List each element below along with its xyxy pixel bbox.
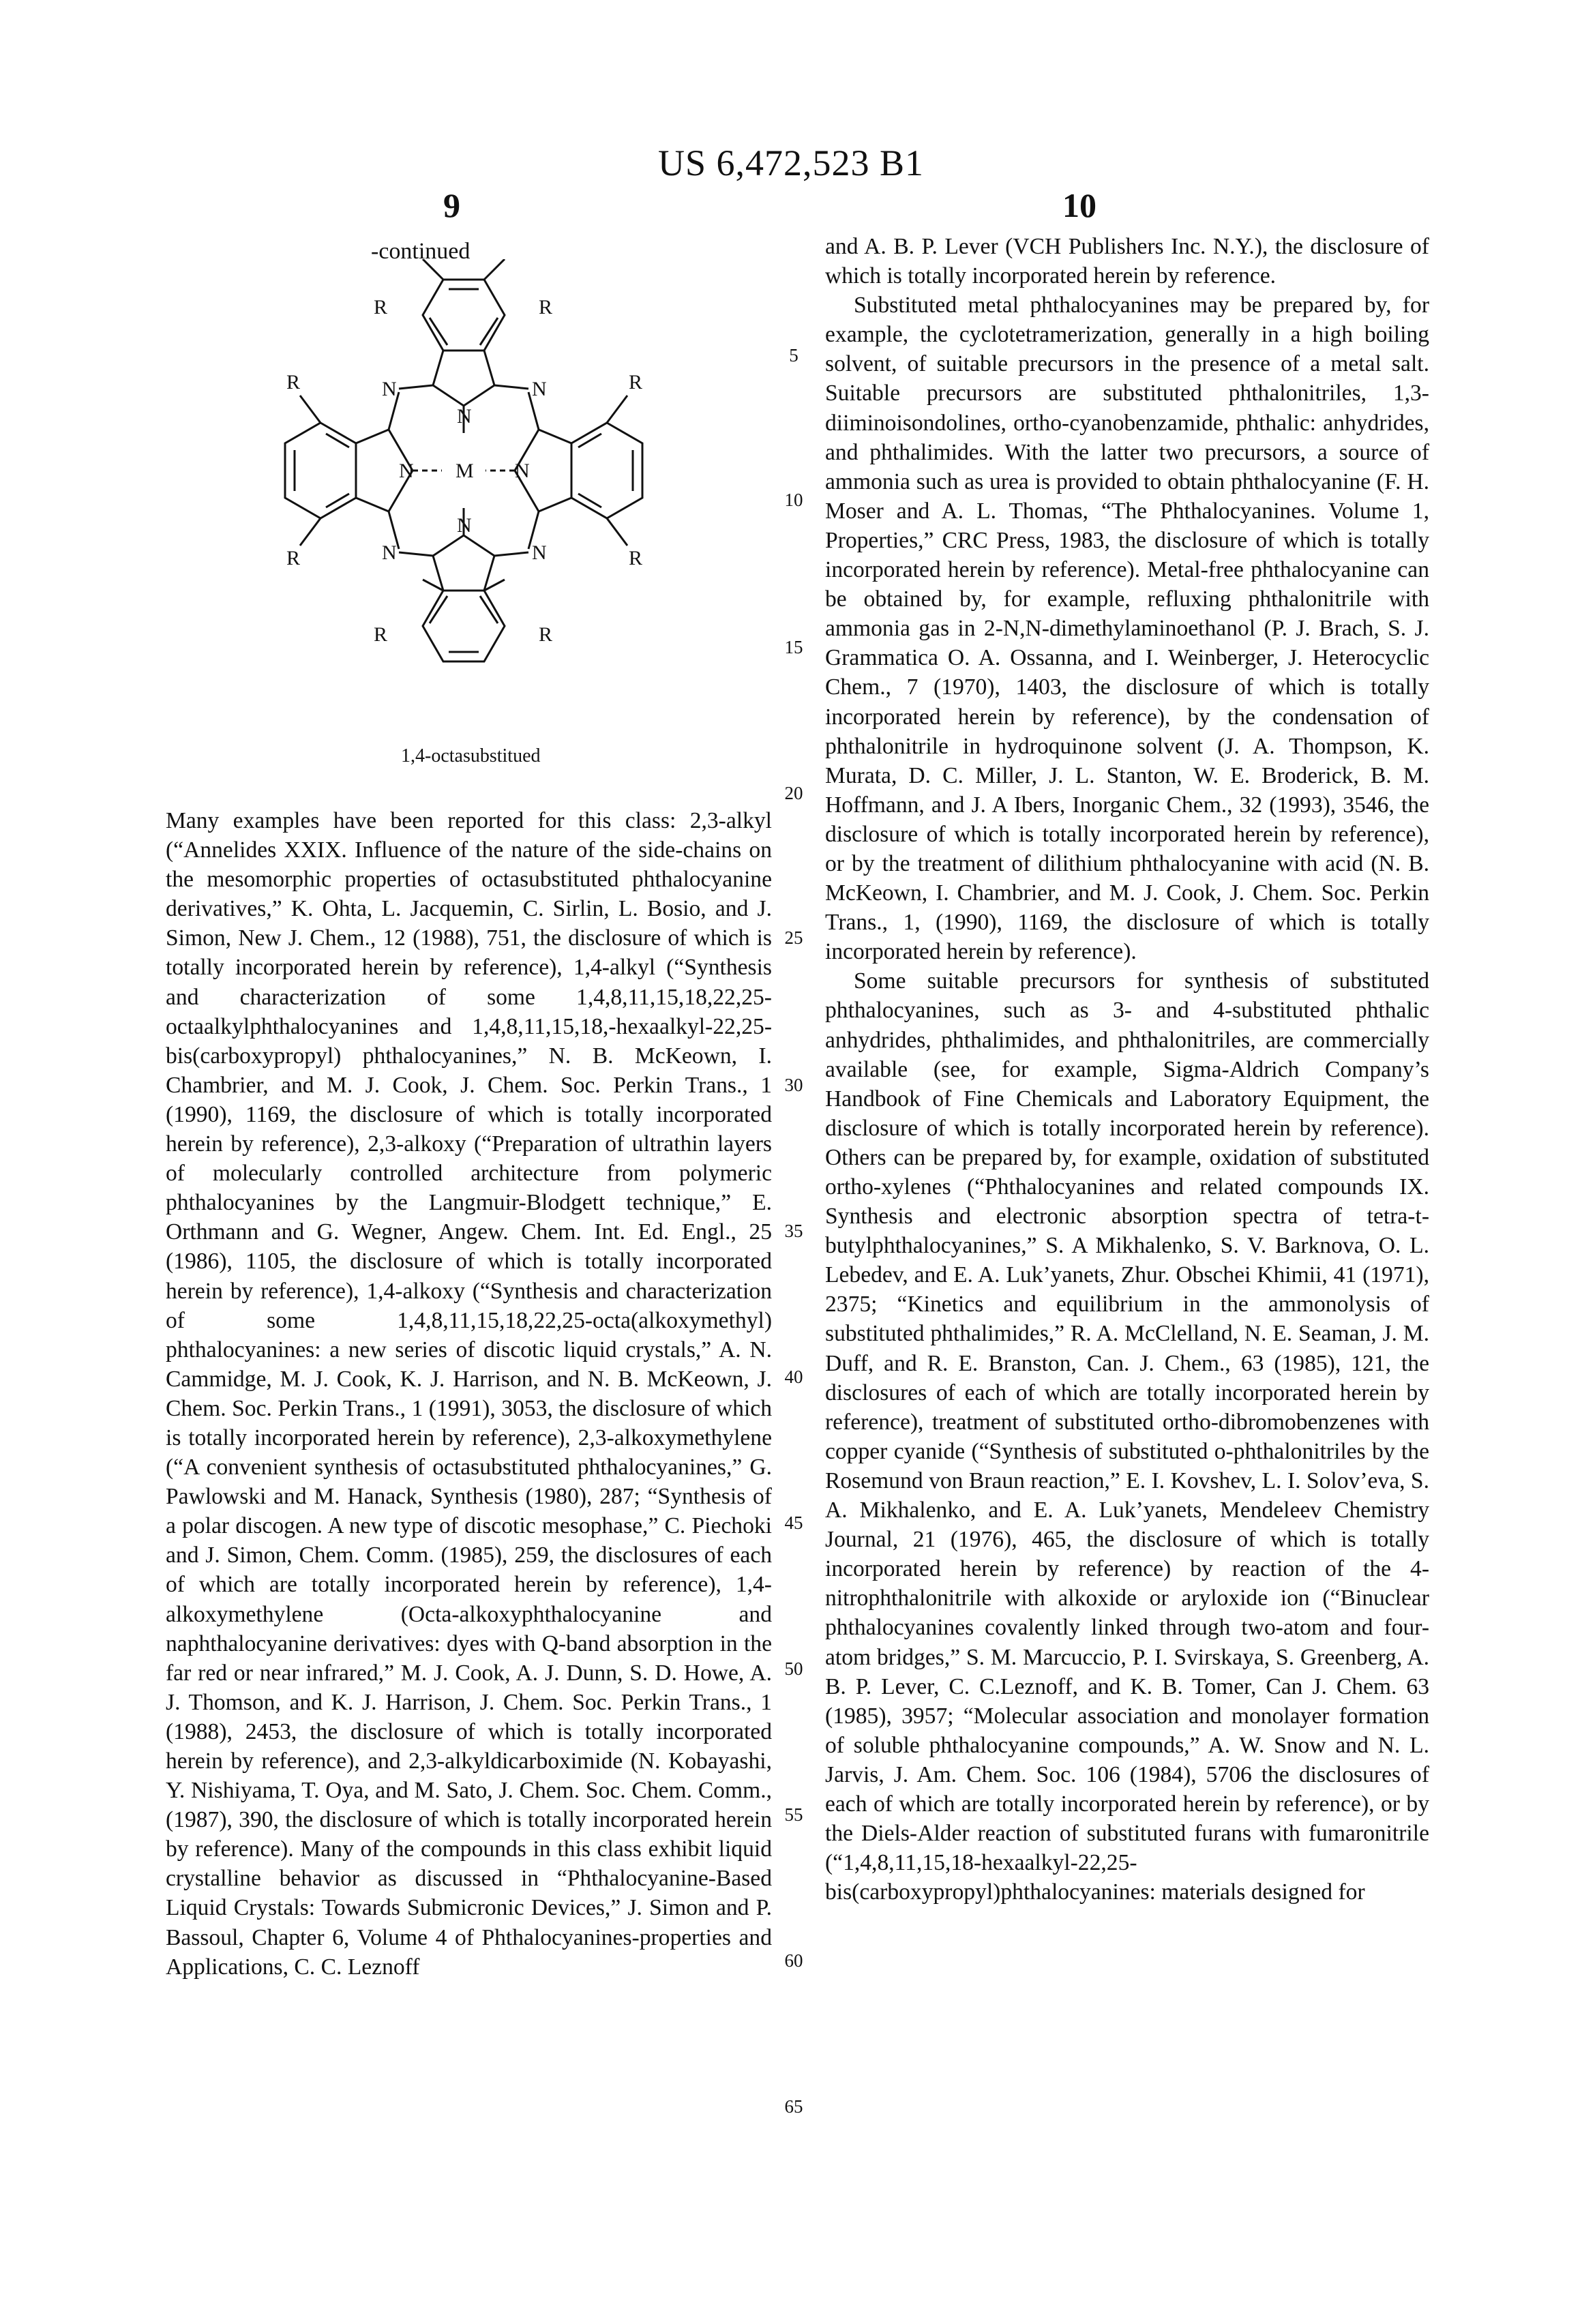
paragraph: and A. B. P. Lever (VCH Publishers Inc. N.Y.), the disclosure of which is totally incorporated herein by reference.: [825, 232, 1429, 290]
r-label: R: [539, 623, 552, 646]
paragraph: Some suitable precursors for synthesis of substituted phthalocyanines, such as 3- and 4-substituted phthalic anhydrides, phthalimides, and phthalonitriles, are commercially available (see, for example, Sigma-Aldrich Company’s Handbook of Fine Chemicals and Laboratory Equipment, the disclosure of which is totally incorporated herein by reference). Others can be prepared by, for example, oxidation of substituted ortho-xylenes (“Phthalocyanines and related compounds IX. Synthesis and electronic absorption spectra of tetra-t-butylphthalocyanines,” S. A Mikhalenko, S. V. Barknova, O. L. Lebedev, and E. A. Luk’yanets, Zhur. Obschei Khimii, 41 (1971), 2375; “Kinetics and equilibrium in the ammonolysis of substituted phthalimides,” R. A. McClelland, N. E. Seaman, J. M. Duff, and R. E. Branston, Can. J. Chem., 63 (1985), 121, the disclosures of each of which are totally incorporated herein by reference), treatment of substituted ortho-dibromobenzenes with copper cyanide (“Synthesis of substituted o-phthalonitriles by the Rosemund von Braun reaction,” E. I. Kovshev, L. I. Solov’eva, S. A. Mikhalenko, and E. A. Luk’yanets, Mendeleev Chemistry Journal, 21 (1976), 465, the disclosure of which is totally incorporated herein by reference) by reaction of the 4-nitrophthalonitrile with alkoxide or aryloxide ion (“Binuclear phthalocyanines covalently linked through two-atom and four-atom bridges,” S. M. Marcuccio, P. I. Svirskaya, S. Greenberg, A. B. P. Lever, C. C.Leznoff, and K. B. Tomer, Can J. Chem. 63 (1985), 3957; “Molecular association and monolayer formation of soluble phthalocyanine compounds,” A. W. Snow and N. L. Jarvis, J. Am. Chem. Soc. 106 (1984), 5706 the disclosures of each of which are totally incorporated herein by reference), or by the Diels-Alder reaction of substituted furans with fumaronitrile (“1,4,8,11,15,18-hexaalkyl-22,25-bis(carboxypropyl)phthalocyanines: materials designed for: [825, 966, 1429, 1907]
n-label-top-pyrrole: N: [457, 405, 472, 428]
phthalocyanine-structure: [259, 259, 696, 689]
line-number: 30: [780, 1075, 807, 1096]
r-label: R: [286, 371, 300, 393]
patent-number: US 6,472,523 B1: [0, 142, 1582, 184]
paragraph: Many examples have been reported for this class: 2,3-alkyl (“Annelides XXIX. Influence of the nature of the side-chains on the mesomorphic properties of octasubstituted phthalocyanine derivatives,” K. Ohta, L. Jacquemin, C. Sirlin, L. Bosio, and J. Simon, New J. Chem., 12 (1988), 751, the disclosure of which is totally incorporated herein by reference), 1,4-alkyl (“Synthesis and characterization of some 1,4,8,11,15,18,22,25-octaalkylphthalocyanines and 1,4,8,11,15,18,-hexaalkyl-22,25-bis(carboxypropyl) phthalocyanines,” N. B. McKeown, I. Chambrier, and M. J. Cook, J. Chem. Soc. Perkin Trans., 1 (1990), 1169, the disclosure of which is totally incorporated herein by reference), 2,3-alkoxy (“Preparation of ultrathin layers of molecularly controlled architecture from polymeric phthalocyanines by the Langmuir-Blodgett technique,” E. Orthmann and G. Wegner, Angew. Chem. Int. Ed. Engl., 25 (1986), 1105, the disclosure of which is totally incorporated herein by reference), 1,4-alkoxy (“Synthesis and characterization of some 1,4,8,11,15,18,22,25-octa(alkoxymethyl) phthalocyanines: a new series of discotic liquid crystals,” A. N. Cammidge, M. J. Cook, K. J. Harrison, and N. B. McKeown, J. Chem. Soc. Perkin Trans., 1 (1991), 3053, the disclosure of which is totally incorporated herein by reference), 2,3-alkoxymethylene (“A convenient synthesis of octasubstituted phthalocyanines,” G. Pawlowski and M. Hanack, Synthesis (1980), 287; “Synthesis of a polar discogen. A new type of discotic mesophase,” C. Piechoki and J. Simon, Chem. Comm. (1985), 259, the disclosures of each of which are totally incorporated herein by reference), 1,4-alkoxymethylene (Octa-alkoxyphthalocyanine and naphthalocyanine derivatives: dyes with Q-band absorption in the far red or near infrared,” M. J. Cook, A. J. Dunn, S. D. Howe, A. J. Thomson, and K. J. Harrison, J. Chem. Soc. Perkin Trans., 1 (1988), 2453, the disclosure of which is totally incorporated herein by reference), and 2,3-alkyldicarboximide (N. Kobayashi, Y. Nishiyama, T. Oya, and M. Sato, J. Chem. Soc. Chem. Comm., (1987), 390, the disclosure of which is totally incorporated herein by reference). Many of the compounds in this class exhibit liquid crystalline behavior as discussed in “Phthalocyanine-Based Liquid Crystals: Towards Submicronic Devices,” J. Simon and P. Bassoul, Chapter 6, Volume 4 of Phthalocyanines-properties and Applications, C. C. Leznoff: [166, 806, 772, 1982]
n-label: N: [382, 378, 397, 400]
line-number: 20: [780, 783, 807, 804]
line-number: 50: [780, 1658, 807, 1680]
pyrrole-ring-top: [433, 351, 494, 406]
line-number: 45: [780, 1513, 807, 1534]
line-number: 10: [780, 490, 807, 511]
benzene-ring-bottom: [423, 591, 505, 661]
right-column: [825, 232, 1429, 1907]
line-number: 55: [780, 1804, 807, 1826]
line-number: 5: [780, 345, 807, 366]
left-column: [166, 806, 772, 1982]
r-label: R: [374, 296, 387, 318]
line-number: 60: [780, 1950, 807, 1971]
r-label: R: [374, 623, 387, 646]
line-number: 65: [780, 2096, 807, 2117]
benzene-ring-left: [285, 423, 356, 518]
metal-label: M: [456, 460, 474, 482]
pyrrole-ring-bottom: [433, 535, 494, 591]
n-label: N: [532, 541, 547, 564]
r-label: R: [629, 371, 642, 393]
page-number-left: 9: [443, 185, 460, 225]
r-label: R: [286, 547, 300, 569]
n-label-bottom-pyrrole: N: [457, 514, 472, 537]
n-label: N: [532, 378, 547, 400]
line-number: 40: [780, 1367, 807, 1388]
paragraph: Substituted metal phthalocyanines may be prepared by, for example, the cyclotetramerization, generally in a high boiling solvent, of suitable precursors in the presence of a metal salt. Suitable precursors are substituted phthalonitriles, 1,3-diiminoisondolines, ortho-cyanobenzamide, phthalic: anhydrides, and phthalimides. With the latter two precursors, a source of ammonia such as urea is provided to obtain phthalocyanine (F. H. Moser and A. L. Thomas, “The Phthalocyanines. Volume 1, Properties,” CRC Press, 1983, the disclosure of which is totally incorporated herein by reference). Metal-free phthalocyanine can be obtained by, for example, refluxing phthalonitrile with ammonia gas in 2-N,N-dimethylaminoethanol (P. J. Brach, S. J. Grammatica O. A. Ossanna, and I. Weinberger, J. Heterocyclic Chem., 7 (1970), 1403, the disclosure of which is totally incorporated herein by reference), by the condensation of phthalonitrile in hydroquinone solvent (J. A. Thompson, K. Murata, D. C. Miller, J. L. Stanton, W. E. Broderick, B. M. Hoffmann, and J. A Ibers, Inorganic Chem., 32 (1993), 3546, the disclosure of which is totally incorporated herein by reference), or by the treatment of dilithium phthalocyanine with acid (N. B. McKeown, I. Chambrier, and M. J. Cook, J. Chem. Soc. Perkin Trans., 1, (1990), 1169, the disclosure of which is totally incorporated herein by reference).: [825, 290, 1429, 966]
r-label: R: [629, 547, 642, 569]
line-number: 25: [780, 927, 807, 949]
benzene-ring-right: [571, 423, 642, 518]
figure-caption: 1,4-octasubstitued: [401, 745, 541, 767]
continued-label: -continued: [371, 239, 470, 265]
r-label: R: [539, 296, 552, 318]
n-label-left-pyrrole: N: [399, 460, 414, 482]
page-number-right: 10: [1062, 185, 1096, 225]
line-number: 35: [780, 1221, 807, 1242]
benzene-ring-top: [423, 280, 505, 351]
line-number: 15: [780, 637, 807, 658]
n-label: N: [382, 541, 397, 564]
n-label-right-pyrrole: N: [515, 460, 530, 482]
